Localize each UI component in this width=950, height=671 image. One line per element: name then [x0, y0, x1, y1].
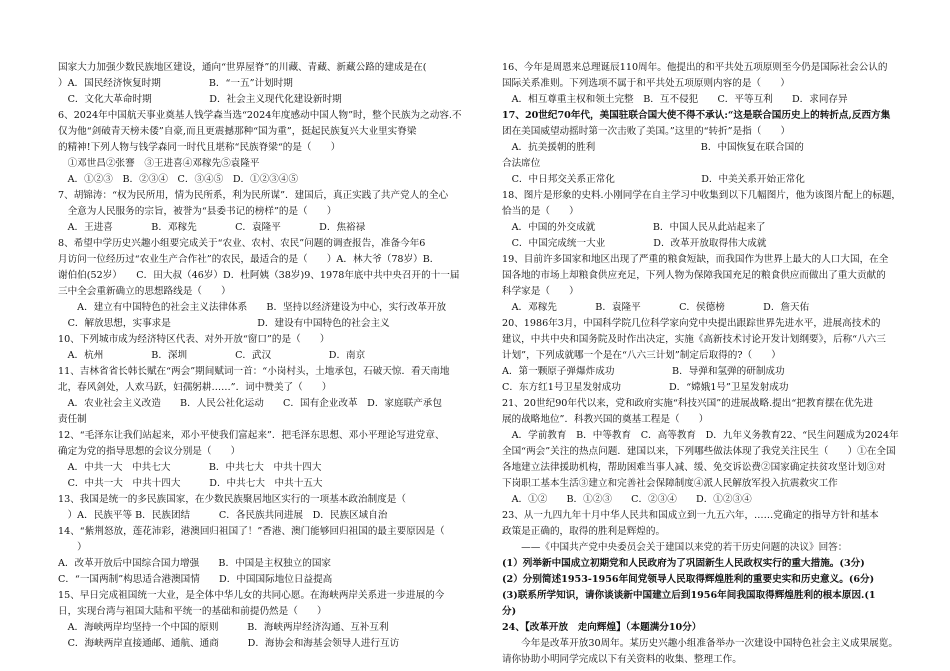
text-line: 请你协助小明同学完成以下有关资料的收集、整理工作。	[502, 654, 742, 665]
text-line: 建议，中共中央和国务院及时作出决定，实施《高新技术讨论开发计划纲要》，后称“八六三	[502, 334, 886, 345]
text-line: A．杭州 B．深圳 C．武汉 D．南京	[58, 350, 366, 361]
text-line: 仅为他“剑破青天榜未倭”自豪,而且更震撼那种“国为重”，挺起民族复兴大业里实脊梁	[58, 126, 417, 137]
text-line: 团在美国威望动摇时第一次击败了美国。”这里的“转折”是指（ ）	[502, 126, 791, 137]
text-line: C．海峡两岸直接通邮、通航、通商 D．海协会和海基会领导人进行互访	[58, 638, 400, 649]
text-line: A．学前教育 B．中等教育 C．高等教育 D．九年义务教育22、“民生问题成为2024年	[502, 430, 899, 441]
text-line: A．改革开放后中国综合国力增强 B．中国是主权独立的国家	[58, 558, 332, 569]
text-line: ）A．民族平等 B．民族团结 C．各民族共同进展 D．民族区域自治	[58, 510, 388, 521]
text-line: C．东方红1号卫星发射成功 D．“嫦娥1号”卫星发射成功	[502, 382, 789, 393]
text-line: A．王进喜 B．邓稼先 C．袁隆平 D．焦裕禄	[58, 222, 366, 233]
text-line: A．相互尊重主权和领土完整 B．互不侵犯 C．平等互利 D．求同存异	[502, 94, 848, 105]
text-line: 17、20世纪70年代，美国驻联合国大使不得不承认:“这是联合国历史上的转折点,反西方集	[502, 110, 891, 121]
text-line: 8、希望中学历史兴趣小组要完成关于“农业、农村、农民”问题的调查报告，准备今年6	[58, 238, 426, 249]
left-column	[58, 60, 478, 652]
text-line: 责任制	[58, 414, 87, 425]
text-line: 谢伯伯(52岁） C．田大叔（46岁）D．杜阿姨（38岁)9、1978年底中共中央召开的十一届	[58, 270, 460, 281]
text-line: A．①②③ B．②③④ C．③④⑤ D．①②③④⑤	[58, 174, 299, 185]
text-line: 24、【改革开放 走向辉煌】（本题满分10分）	[502, 622, 702, 633]
text-line: C．文化大革命时期 D．社会主义现代化建设新时期	[58, 94, 342, 105]
text-line: (2）分别简述1953-1956年间党领导人民取得辉煌胜利的重要史实和历史意义。(6分)	[502, 574, 875, 585]
text-line: 18、图片是形象的史料.小刚同学在自主学习中收集到以下几幅图片，他为该图片配上的标题，	[502, 190, 902, 201]
text-line: 21、20世纪90年代以来，党和政府实施“科技兴国”的进展战略.提出“把教育摆在优先进	[502, 398, 873, 409]
text-line: 15、早日完成祖国统一大业，是全体中华儿女的共同心愿。在海峡两岸关系进一步进展的今	[58, 590, 445, 601]
text-line: C．中共一大 中共十四大 D．中共七大 中共十五大	[58, 478, 323, 489]
text-line: 分)	[502, 606, 517, 617]
text-line: 日，实现台湾与祖国大陆和平统一的基础和前提仍然是（ ）	[58, 606, 327, 617]
text-line: A．邓稼先 B．袁隆平 C．侯德榜 D．詹天佑	[502, 302, 810, 313]
text-line: ——《中国共产党中央委员会关于建国以来党的若干历史问题的决议》回答：	[502, 542, 848, 553]
text-line: 13、我国是统一的多民族国家，在少数民族聚居地区实行的一项基本政治制度是（	[58, 494, 406, 505]
text-line: A．农业社会主义改造 B．人民公社化运动 C．国有企业改革 D．家庭联产承包	[58, 398, 442, 409]
text-line: 月访问一位经历过“农业生产合作社”的农民，最适合的是（ ）A．林大爷（78岁）B．	[58, 254, 440, 265]
text-line: 全国“两会”关注的热点问题．建国以来，下列哪些做法体现了我党关注民生（ ）①在全国	[502, 446, 896, 457]
text-line: 国家大力加强少数民族地区建设，通向“世界屋脊”的川藏、青藏、新藏公路的建成是在(	[58, 62, 427, 73]
text-line: 确定为党的指导思想的会议分别是（ ）	[58, 446, 241, 457]
text-line: 三中全会重新确立的思想路线是（ ）	[58, 286, 231, 297]
text-line: 14、“紫荆怒放，莲花沛彩，港澳回归祖国了！”香港、澳门能够回归祖国的最主要原因是（	[58, 526, 445, 537]
text-line: ）A．国民经济恢复时期 B．“一五”计划时期	[58, 78, 293, 89]
text-line: 科学家是（ ）	[502, 286, 579, 297]
text-line: 恰当的是（ ）	[502, 206, 579, 217]
text-line: (3)联系所学知识，请你谈谈新中国建立后到1956年间我国取得辉煌胜利的根本原因.(1	[502, 590, 876, 601]
text-line: 计划”，下列成就哪一个是在“八六三计划”制定后取得的?（ ）	[502, 350, 781, 361]
text-line: A．中共一大 中共七大 B．中共七大 中共十四大	[58, 462, 322, 473]
text-line: 7、胡锦涛：“权为民所用，情为民所系，利为民所谋”．建国后，真正实践了共产党人的全心	[58, 190, 449, 201]
text-line: 23、从一九四九年十月中华人民共和国成立到一九五六年，……党确定的指导方针和基本	[502, 510, 879, 521]
text-line: A．中国的外交成就 B．中国人民从此站起来了	[502, 222, 766, 233]
text-line: 合法席位	[502, 158, 541, 169]
text-line: 各地建立法律援助机构，帮助困难当事人减、缓、免交诉讼费②国家确定扶贫攻坚计划③对	[502, 462, 886, 473]
text-line: 16、今年是周恩来总理诞辰110周年。他提出的和平共处五项原则至今仍是国际社会公认的	[502, 62, 888, 73]
text-line: 12、“毛泽东让我们站起来，邓小平使我们富起来”．把毛泽东思想、邓小平理论写进党章、	[58, 430, 445, 441]
text-line: C．解放思想，实事求是 D．建设有中国特色的社会主义	[58, 318, 390, 329]
text-line: 今年是改革开放30周年。某历史兴趣小组准备举办一次建设中国特色社会主义成果展览。	[502, 638, 898, 649]
text-line: C．“一国两制”构思适合港澳国情 D．中国国际地位日益提高	[58, 574, 333, 585]
text-line: 6、2024年中国航天事业奠基人钱学森当选“2024年度感动中国人物”时，整个民族为之动容.不	[58, 110, 462, 121]
text-line: A．抗美援朝的胜利 B．中国恢复在联合国的	[502, 142, 804, 153]
text-line: C．中国完成统一大业 D．改革开放取得伟大成就	[502, 238, 767, 249]
right-column	[502, 60, 927, 668]
text-line: A．①② B．①②③ C．②③④ D．①②③④	[502, 494, 752, 505]
text-line: 北，春风剑处，人欢马跃，妇孺躬耕……”．词中赞美了（ ）	[58, 382, 332, 393]
text-line: A．建立有中国特色的社会主义法律体系 B．坚持以经济建设为中心，实行改革开放	[58, 302, 447, 313]
text-line: 展的战略地位”．科教兴国的奠基工程是（ ）	[502, 414, 709, 425]
text-line: 10、下列城市成为经济特区代表、对外开放“窗口”的是（ ）	[58, 334, 330, 345]
text-line: A．海峡两岸均坚持一个中国的原则 B．海峡两岸经济沟通、互补互利	[58, 622, 389, 633]
text-line: 11、吉林省省长韩长赋在“两会”期间赋词一首：“小岗村头，土地承包，石破天惊．看天南地	[58, 366, 450, 377]
text-line: 19、目前许多国家和地区出现了严重的粮食短缺，而我国作为世界上最大的人口大国，在全	[502, 254, 889, 265]
text-line: 下岗职工基本生活③建立和完善社会保障制度④派人民解放军投入抗震救灾工作	[502, 478, 838, 489]
text-line: ）	[58, 542, 87, 553]
text-line: A．第一颗原子弹爆炸成功 B．导弹和氢弹的研制成功	[502, 366, 785, 377]
text-line: ①邓世昌②张謇 ③王进喜④邓稼先⑤袁隆平	[58, 158, 260, 169]
text-line: (1）列举新中国成立初期党和人民政府为了巩固新生人民政权实行的重大措施。(3分)	[502, 558, 865, 569]
text-line: C．中日邦交关系正常化 D．中美关系开始正常化	[502, 174, 805, 185]
text-line: 的精神!下列人物与钱学森同一时代且堪称“民族脊梁“的是（ ）	[58, 142, 341, 153]
text-line: 全意为人民服务的宗旨，被誉为“县委书记的榜样”的是（ ）	[58, 206, 337, 217]
text-line: 国际关系准则。下列选项不属于和平共处五项原则内容的是（ ）	[502, 78, 790, 89]
text-line: 国各地的市场上却粮食供应充足，下列人物为保障我国充足的粮食供应而做出了重大贡献的	[502, 270, 886, 281]
text-line: 政策是正确的，取得的胜利是辉煌的。	[502, 526, 666, 537]
text-line: 20、1986年3月，中国科学院几位科学家向党中央提出跟踪世界先进水平，进展高技术的	[502, 318, 881, 329]
